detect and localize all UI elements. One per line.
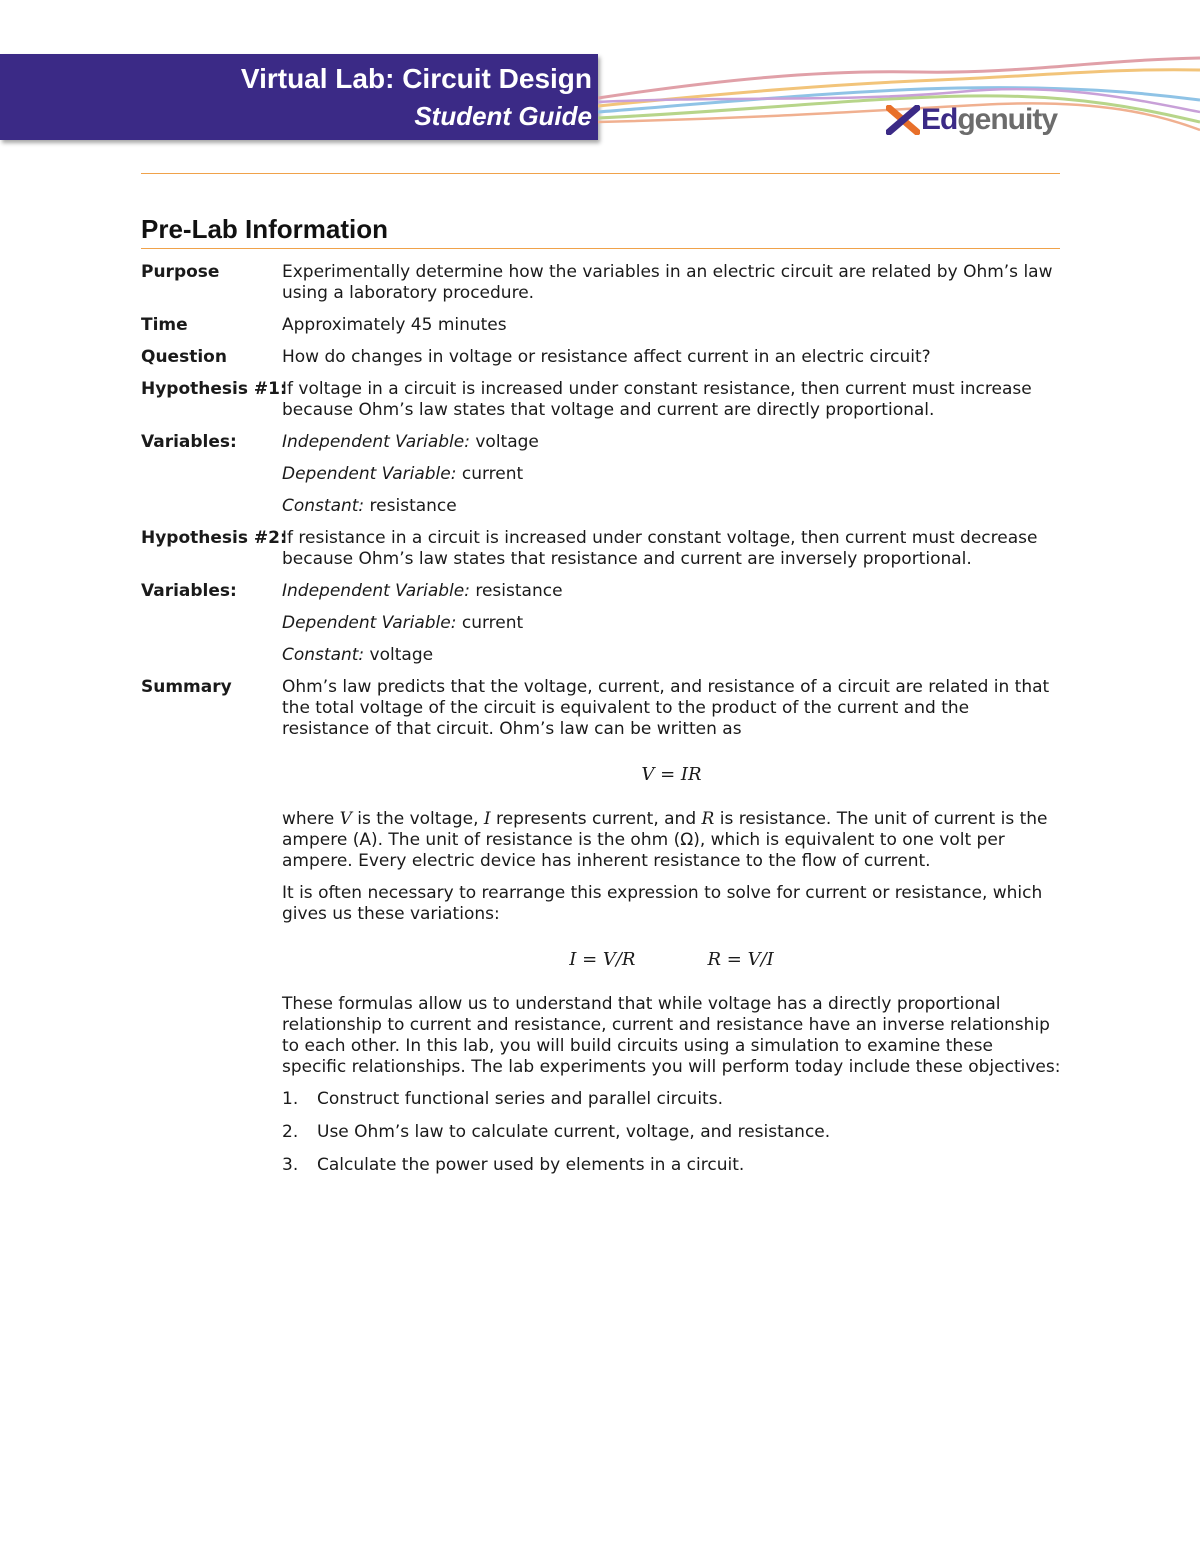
document-subtitle: Student Guide [414, 101, 592, 131]
objectives-list [282, 1089, 1061, 1176]
hypothesis1-label: Hypothesis #1: [141, 379, 287, 399]
variables2-row [141, 581, 1061, 666]
question-label: Question [141, 347, 227, 367]
summary-body [282, 677, 1061, 1188]
variables1-list [282, 432, 1061, 517]
edgenuity-x-logo-icon [886, 105, 920, 135]
variables2-label: Variables: [141, 581, 237, 601]
purpose-label: Purpose [141, 262, 220, 282]
time-row [141, 315, 1061, 336]
hypothesis2-row [141, 528, 1061, 570]
list-item: 2. Use Ohm’s law to calculate current, voltage, and resistance. [282, 1122, 831, 1142]
edgenuity-logo [886, 102, 1057, 138]
summary-label: Summary [141, 677, 232, 697]
header-divider [141, 173, 1060, 174]
list-item: 3. Calculate the power used by elements in a circuit. [282, 1155, 745, 1175]
independent-variable-1: Independent Variable: voltage [282, 432, 539, 452]
hypothesis1-text: If voltage in a circuit is increased under constant resistance, then current must increase because Ohm’s law states that voltage and current are directly proportional. [282, 379, 1032, 420]
summary-closing: These formulas allow us to understand that while voltage has a directly proportional relationship to current and resistance, current and resistance have an inverse relationship to each other. In this lab, you will build circuits using a simulation to examine these specific relationships. The lab experiments you will perform today include these objectives: [282, 994, 1061, 1077]
dependent-variable-2: Dependent Variable: current [282, 613, 524, 633]
list-item: 1. Construct functional series and parallel circuits. [282, 1089, 723, 1109]
purpose-text: Experimentally determine how the variables in an electric circuit are related by Ohm’s law using a laboratory procedure. [282, 262, 1053, 303]
hypothesis2-text: If resistance in a circuit is increased under constant voltage, then current must decrease because Ohm’s law states that resistance and current are inversely proportional. [282, 528, 1038, 569]
prelab-content [141, 262, 1061, 1199]
section-title: Pre-Lab Information [141, 214, 389, 244]
section-divider [141, 248, 1060, 249]
variables1-row [141, 432, 1061, 517]
header-banner [0, 54, 598, 140]
variables1-label: Variables: [141, 432, 237, 452]
constant-1: Constant: resistance [282, 496, 457, 516]
time-text: Approximately 45 minutes [282, 315, 507, 335]
ohms-law-equation: V = IR [641, 764, 702, 785]
hypothesis1-row [141, 379, 1061, 421]
constant-2: Constant: voltage [282, 645, 434, 665]
resistance-equation: R = V/I [707, 949, 774, 970]
summary-rearrange: It is often necessary to rearrange this expression to solve for current or resistance, which gives us these variations: [282, 883, 1043, 924]
question-text: How do changes in voltage or resistance affect current in an electric circuit? [282, 347, 931, 367]
summary-intro: Ohm’s law predicts that the voltage, current, and resistance of a circuit are related in that the total voltage of the circuit is equivalent to the product of the current and the resistance of that circuit. Ohm’s law can be written as [282, 677, 1050, 739]
summary-row [141, 677, 1061, 1188]
current-equation: I = V/R [569, 949, 636, 970]
independent-variable-2: Independent Variable: resistance [282, 581, 563, 601]
purpose-row [141, 262, 1061, 304]
logo-wordmark: Edgenuity [921, 103, 1058, 136]
dependent-variable-1: Dependent Variable: current [282, 464, 524, 484]
time-label: Time [141, 315, 188, 335]
rearranged-equations [282, 949, 1061, 970]
variables2-list [282, 581, 1061, 666]
summary-where: where V is the voltage, I represents current, and R is resistance. The unit of current is the ampere (A). The unit of resistance is the ohm (Ω), which is equivalent to one volt per ampere. Every electric device has inherent resistance to the flow of current. [282, 809, 1048, 871]
question-row [141, 347, 1061, 368]
hypothesis2-label: Hypothesis #2: [141, 528, 287, 548]
document-title: Virtual Lab: Circuit Design [240, 63, 592, 94]
